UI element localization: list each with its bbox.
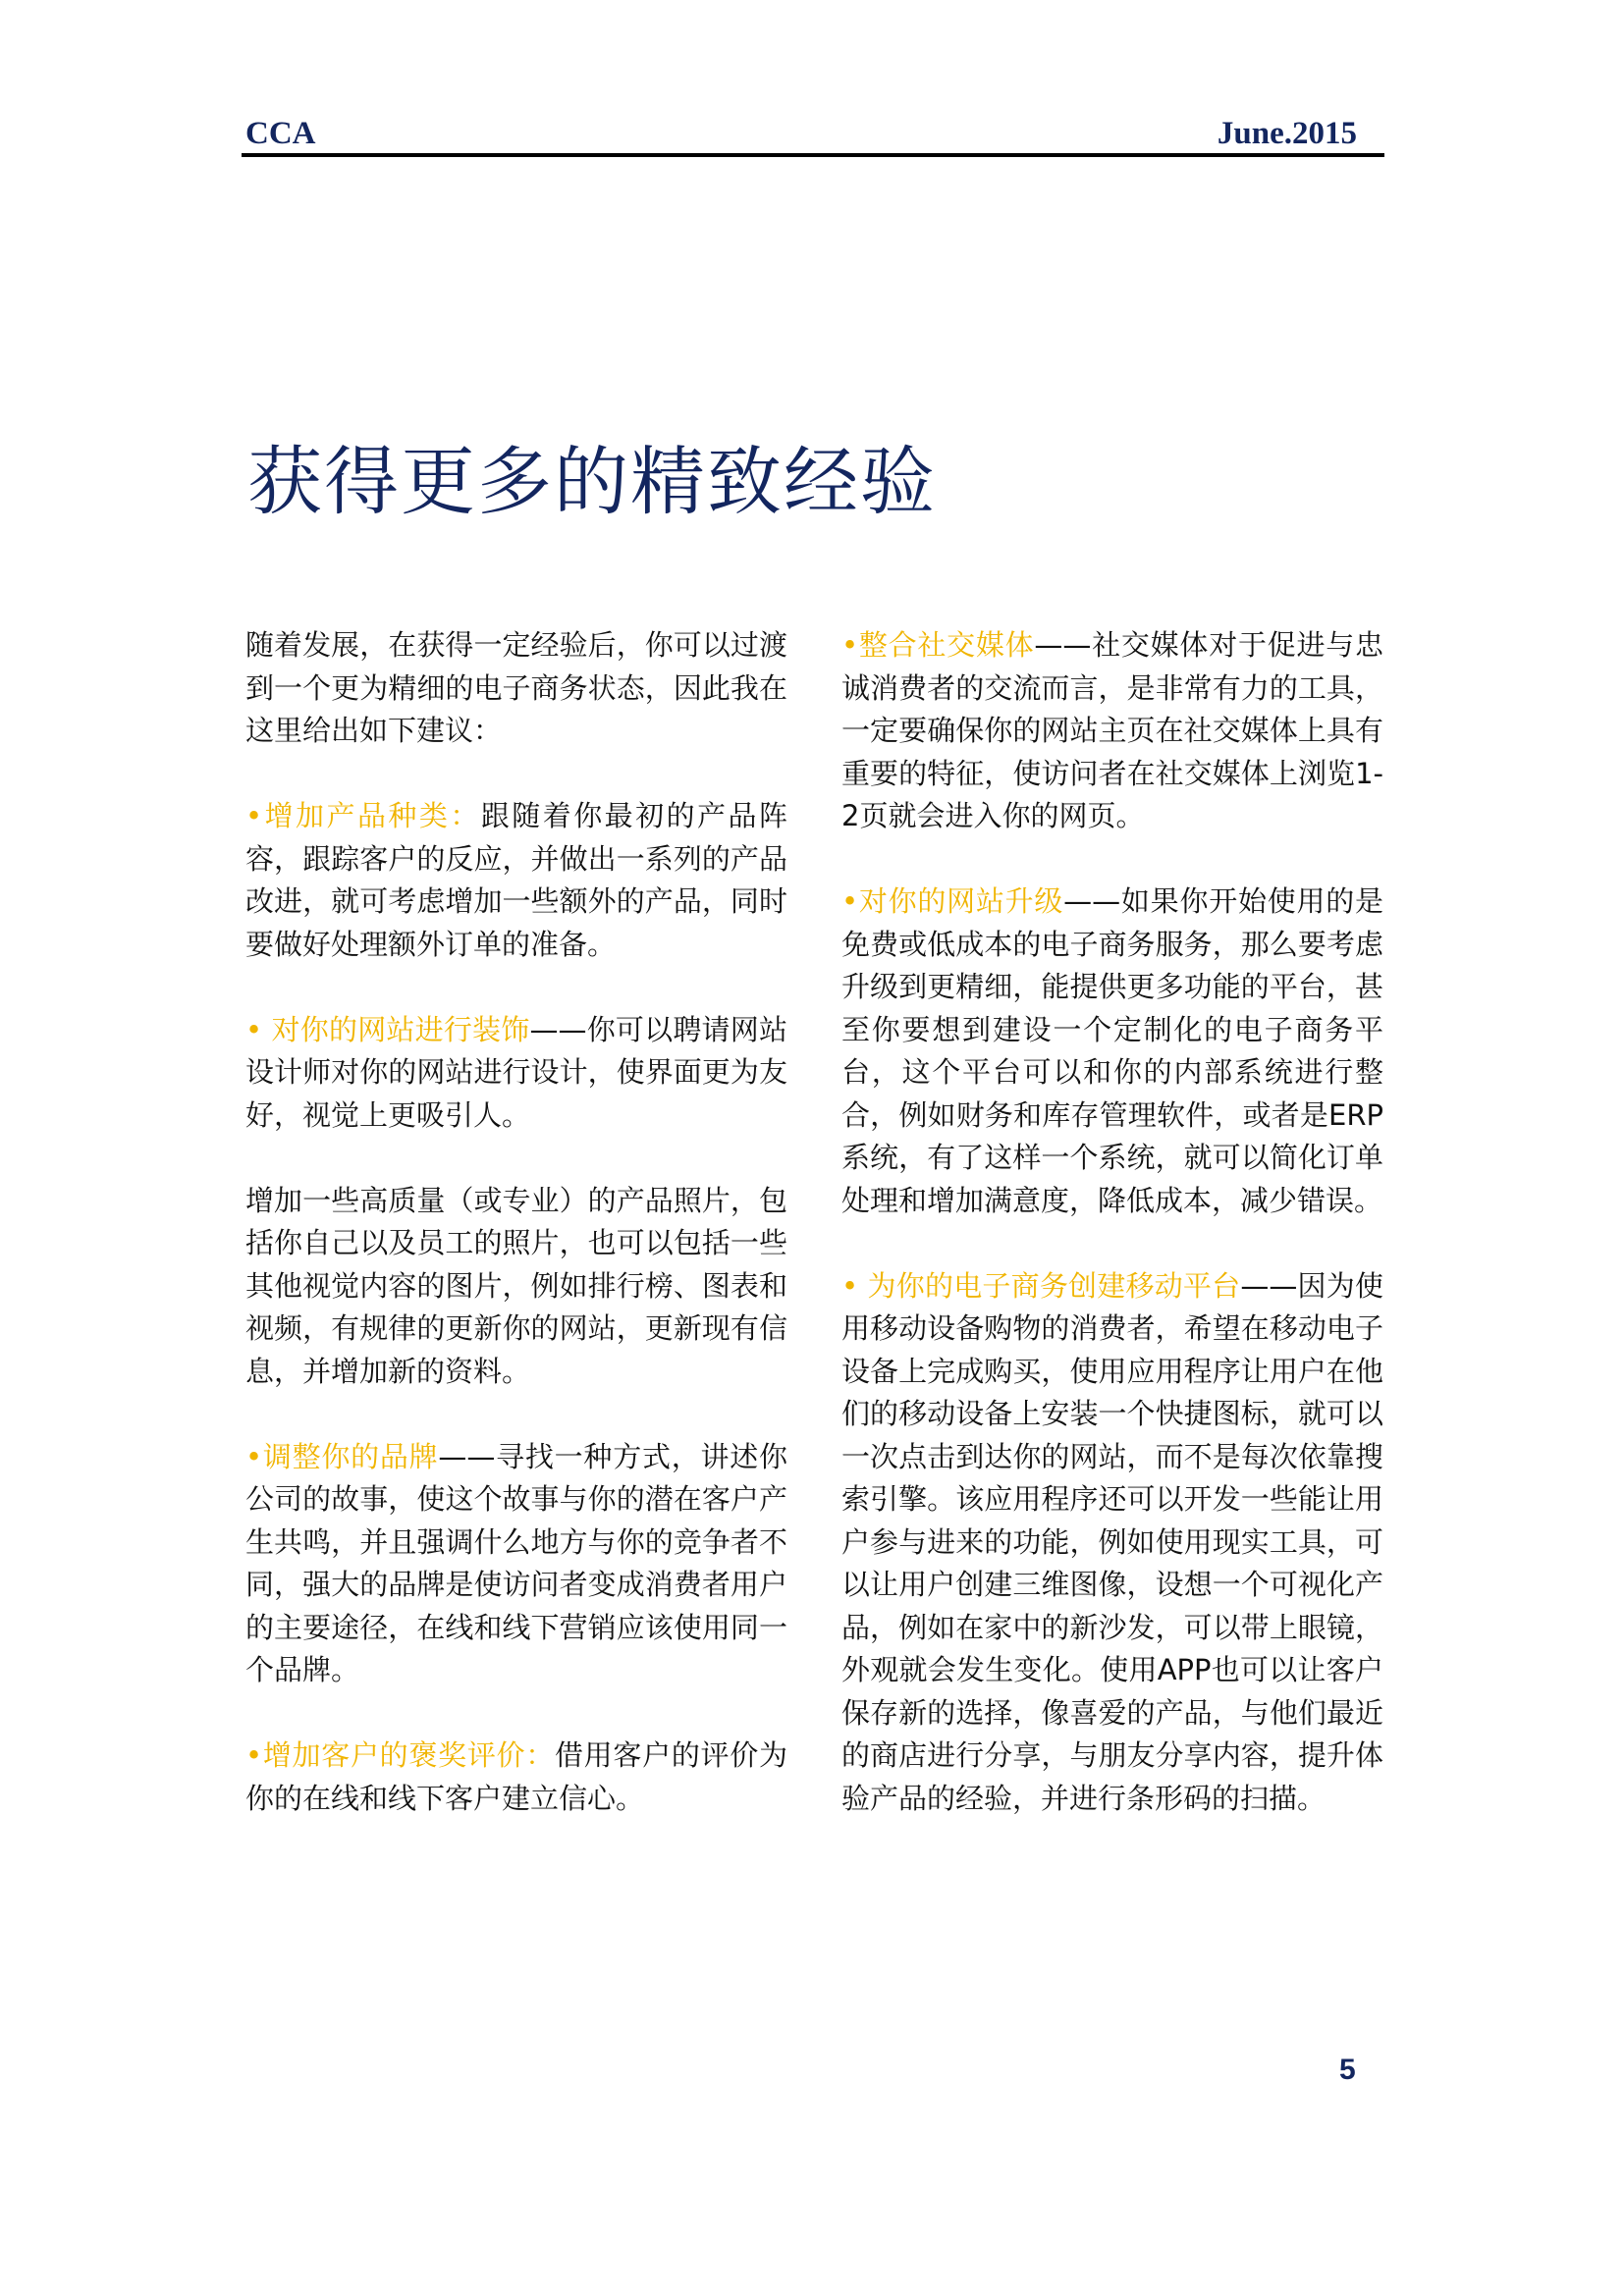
tip-body: ——寻找一种方式，讲述你公司的故事，使这个故事与你的潜在客户产生共鸣，并且强调什么地方与你的竞争者不同，强大的品牌是使访问者变成消费者用户的主要途径，在线和线下营销应该使用同一个品牌。 [245,1439,787,1686]
header-divider [242,153,1384,157]
running-header [242,114,1384,157]
left-column [245,624,787,1863]
bullet-icon: • [245,799,263,832]
page-number: 5 [1339,2054,1356,2086]
bullet-icon: • [245,1439,263,1473]
tip-add-products [245,795,787,966]
bullet-icon: • [841,884,859,918]
tip-heading: 调整你的品牌 [262,1439,439,1473]
paragraph-text: 增加一些高质量（或专业）的产品照片，包括你自己以及员工的照片，也可以包括一些其他视觉内容的图片，例如排行榜、图表和视频，有规律的更新你的网站，更新现有信息，并增加新的资料。 [245,1183,787,1388]
tip-heading: 增加客户的褒奖评价： [262,1738,555,1772]
issue-date: June.2015 [1217,116,1357,151]
tip-body: ——社交媒体对于促进与忠诚消费者的交流而言，是非常有力的工具，一定要确保你的网站主页在社交媒体上具有重要的特征，使访问者在社交媒体上浏览1-2页就会进入你的网页。 [841,628,1383,832]
tip-heading: 对你的网站进行装饰 [271,1012,530,1046]
tip-adjust-brand [245,1436,787,1692]
bullet-icon: • [245,1012,272,1046]
tip-mobile-platform [841,1265,1383,1821]
intro-text: 随着发展，在获得一定经验后，你可以过渡到一个更为精细的电子商务状态，因此我在这里给出如下建议： [245,628,787,747]
tip-body: 借用客户的评价为你的在线和线下客户建立信心。 [245,1738,787,1815]
tip-body: 跟随着你最初的产品阵容，跟踪客户的反应，并做出一系列的产品改进，就可考虑增加一些额外的产品，同时要做好处理额外订单的准备。 [245,799,787,961]
tip-social-media [841,624,1383,838]
intro-paragraph [245,624,787,753]
tip-body: ——如果你开始使用的是免费或低成本的电子商务服务，那么要考虑升级到更精细，能提供更多功能的平台，甚至你要想到建设一个定制化的电子商务平台，这个平台可以和你的内部系统进行整合，例如财务和库存管理软件，或者是ERP系统，有了这样一个系统，就可以简化订单处理和增加满意度，降低成本，减少错误。 [841,884,1383,1217]
tip-body: ——你可以聘请网站设计师对你的网站进行设计，使界面更为友好，视觉上更吸引人。 [245,1012,787,1132]
page-title: 获得更多的精致经验 [247,437,937,525]
tip-testimonials [245,1735,787,1820]
tip-heading: 增加产品种类： [262,799,481,832]
tip-heading: 为你的电子商务创建移动平台 [867,1268,1241,1303]
bullet-icon: • [841,628,859,662]
tip-body: ——因为使用移动设备购物的消费者，希望在移动电子设备上完成购买，使用应用程序让用户在他们的移动设备上安装一个快捷图标，就可以一次点击到达你的网站，而不是每次依靠搜索引擎。该应用程序还可以开发一些能让用户参与进来的功能，例如使用现实工具，可以让用户创建三维图像，设想一个可视化产品，例如在家中的新沙发，可以带上眼镜，外观就会发生变化。使用APP也可以让客户保存新的选择，像喜爱的产品，与他们最近的商店进行分享，与朋友分享内容，提升体验产品的经验，并进行条形码的扫描。 [841,1268,1383,1815]
tip-heading: 对你的网站升级 [858,884,1064,918]
tip-heading: 整合社交媒体 [858,628,1035,662]
tip-upgrade-website [841,881,1383,1222]
photos-paragraph [245,1180,787,1394]
bullet-icon: • [841,1268,868,1303]
tip-decorate-website [245,1009,787,1138]
right-column [841,624,1383,1863]
publication-name: CCA [245,116,316,151]
bullet-icon: • [245,1738,263,1772]
